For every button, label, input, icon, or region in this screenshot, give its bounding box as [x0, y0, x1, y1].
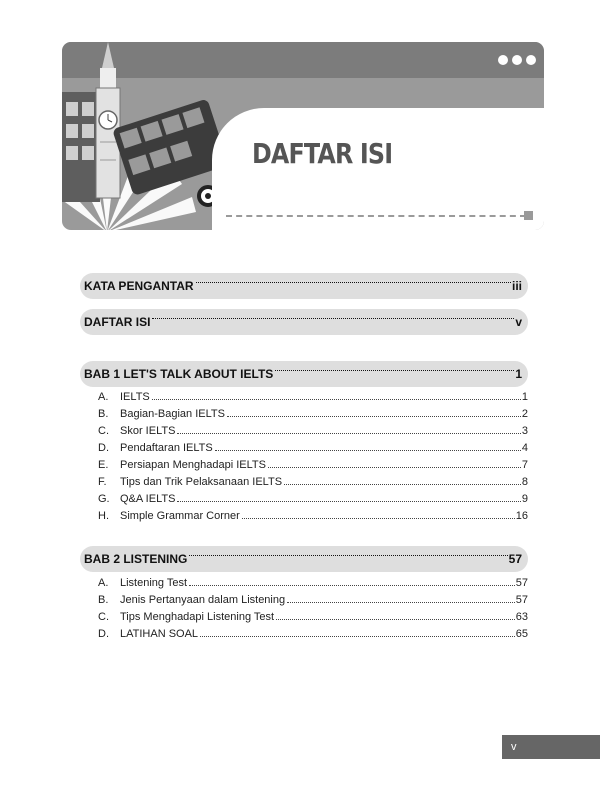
toc-item-label: H.: [98, 510, 109, 522]
toc-entry-title: KATA PENGANTAR: [84, 279, 194, 293]
toc-entry-page: v: [515, 315, 522, 329]
toc-item-label: C.: [98, 425, 109, 437]
toc-item-text: LATIHAN SOAL: [120, 628, 199, 640]
dot-leader: [227, 416, 521, 417]
toc-chapter-title: BAB 1 LET'S TALK ABOUT IELTS: [84, 367, 274, 381]
toc-item-text: Jenis Pertanyaan dalam Listening: [120, 594, 286, 606]
toc-item-text: Q&A IELTS: [120, 493, 176, 505]
toc-item-label: F.: [98, 476, 107, 488]
toc-item-text: Pendaftaran IELTS: [120, 442, 213, 454]
toc-item[interactable]: [98, 440, 528, 454]
toc-item-label: B.: [98, 408, 109, 420]
toc-item-text: Bagian-Bagian IELTS: [120, 408, 225, 420]
toc-chapter-title: BAB 2 LISTENING: [84, 552, 188, 566]
toc-item-label: A.: [98, 391, 109, 403]
toc-item-label: A.: [98, 577, 109, 589]
toc-item-page: 1: [521, 391, 528, 403]
dot-leader: [276, 619, 515, 620]
toc-item-page: 9: [521, 493, 528, 505]
toc-item-text: Skor IELTS: [120, 425, 176, 437]
dot-leader: [268, 467, 521, 468]
dashed-line: [226, 215, 526, 217]
toc-item-text: Persiapan Menghadapi IELTS: [120, 459, 266, 471]
toc-item-page: 63: [515, 611, 528, 623]
toc-item[interactable]: [98, 406, 528, 420]
toc-item-text: Tips Menghadapi Listening Test: [120, 611, 275, 623]
toc-item-page: 57: [515, 594, 528, 606]
toc-item[interactable]: [98, 626, 528, 640]
toc-item[interactable]: [98, 592, 528, 606]
toc-item-page: 65: [515, 628, 528, 640]
toc-item[interactable]: [98, 575, 528, 589]
toc-item-label: E.: [98, 459, 109, 471]
toc-item-text: Tips dan Trik Pelaksanaan IELTS: [120, 476, 283, 488]
toc-item-label: D.: [98, 628, 109, 640]
dot-leader: [284, 484, 521, 485]
big-ben-icon: [96, 42, 120, 198]
toc-item-text: Listening Test: [120, 577, 188, 589]
toc-item-page: 57: [515, 577, 528, 589]
toc-chapter-bab2[interactable]: [80, 546, 528, 572]
toc-item[interactable]: [98, 508, 528, 522]
dot-leader: [189, 585, 515, 586]
toc-item-page: 8: [521, 476, 528, 488]
toc-entry-daftar-isi[interactable]: [80, 309, 528, 335]
toc-item-page: 3: [521, 425, 528, 437]
dot-leader: [275, 370, 514, 371]
toc-item-text: Simple Grammar Corner: [120, 510, 240, 522]
toc-item[interactable]: [98, 474, 528, 488]
dot-leader: [196, 282, 511, 283]
dot-leader: [200, 636, 515, 637]
toc-entry-kata-pengantar[interactable]: [80, 273, 528, 299]
toc-item-page: 2: [521, 408, 528, 420]
toc-item-label: B.: [98, 594, 109, 606]
page-title: DAFTAR ISI: [252, 137, 393, 170]
toc-item[interactable]: [98, 491, 528, 505]
page-number: v: [511, 741, 517, 753]
toc-item-text: IELTS: [120, 391, 150, 403]
toc-chapter-bab1[interactable]: [80, 361, 528, 387]
toc-item[interactable]: [98, 457, 528, 471]
toc-item-label: D.: [98, 442, 109, 454]
toc-item-page: 16: [515, 510, 528, 522]
toc-item-page: 7: [521, 459, 528, 471]
dot-leader: [152, 399, 521, 400]
toc-item[interactable]: [98, 423, 528, 437]
dot-leader: [189, 555, 507, 556]
toc-chapter-page: 57: [508, 552, 522, 566]
toc-item-label: C.: [98, 611, 109, 623]
dot-leader: [152, 318, 514, 319]
toc-item[interactable]: [98, 609, 528, 623]
dot-leader: [287, 602, 515, 603]
building-icon: [62, 92, 100, 202]
dot-leader: [177, 501, 520, 502]
toc-item-label: G.: [98, 493, 110, 505]
dashed-line-end: [524, 211, 533, 220]
toc-item[interactable]: [98, 389, 528, 403]
toc-chapter-page: 1: [515, 367, 522, 381]
toc-entry-page: iii: [511, 279, 522, 293]
dot-leader: [242, 518, 515, 519]
dot-leader: [215, 450, 521, 451]
header-banner: [62, 42, 544, 230]
toc-item-page: 4: [521, 442, 528, 454]
toc-entry-title: DAFTAR ISI: [84, 315, 151, 329]
dot-leader: [177, 433, 520, 434]
page-number-tab: [502, 735, 600, 759]
